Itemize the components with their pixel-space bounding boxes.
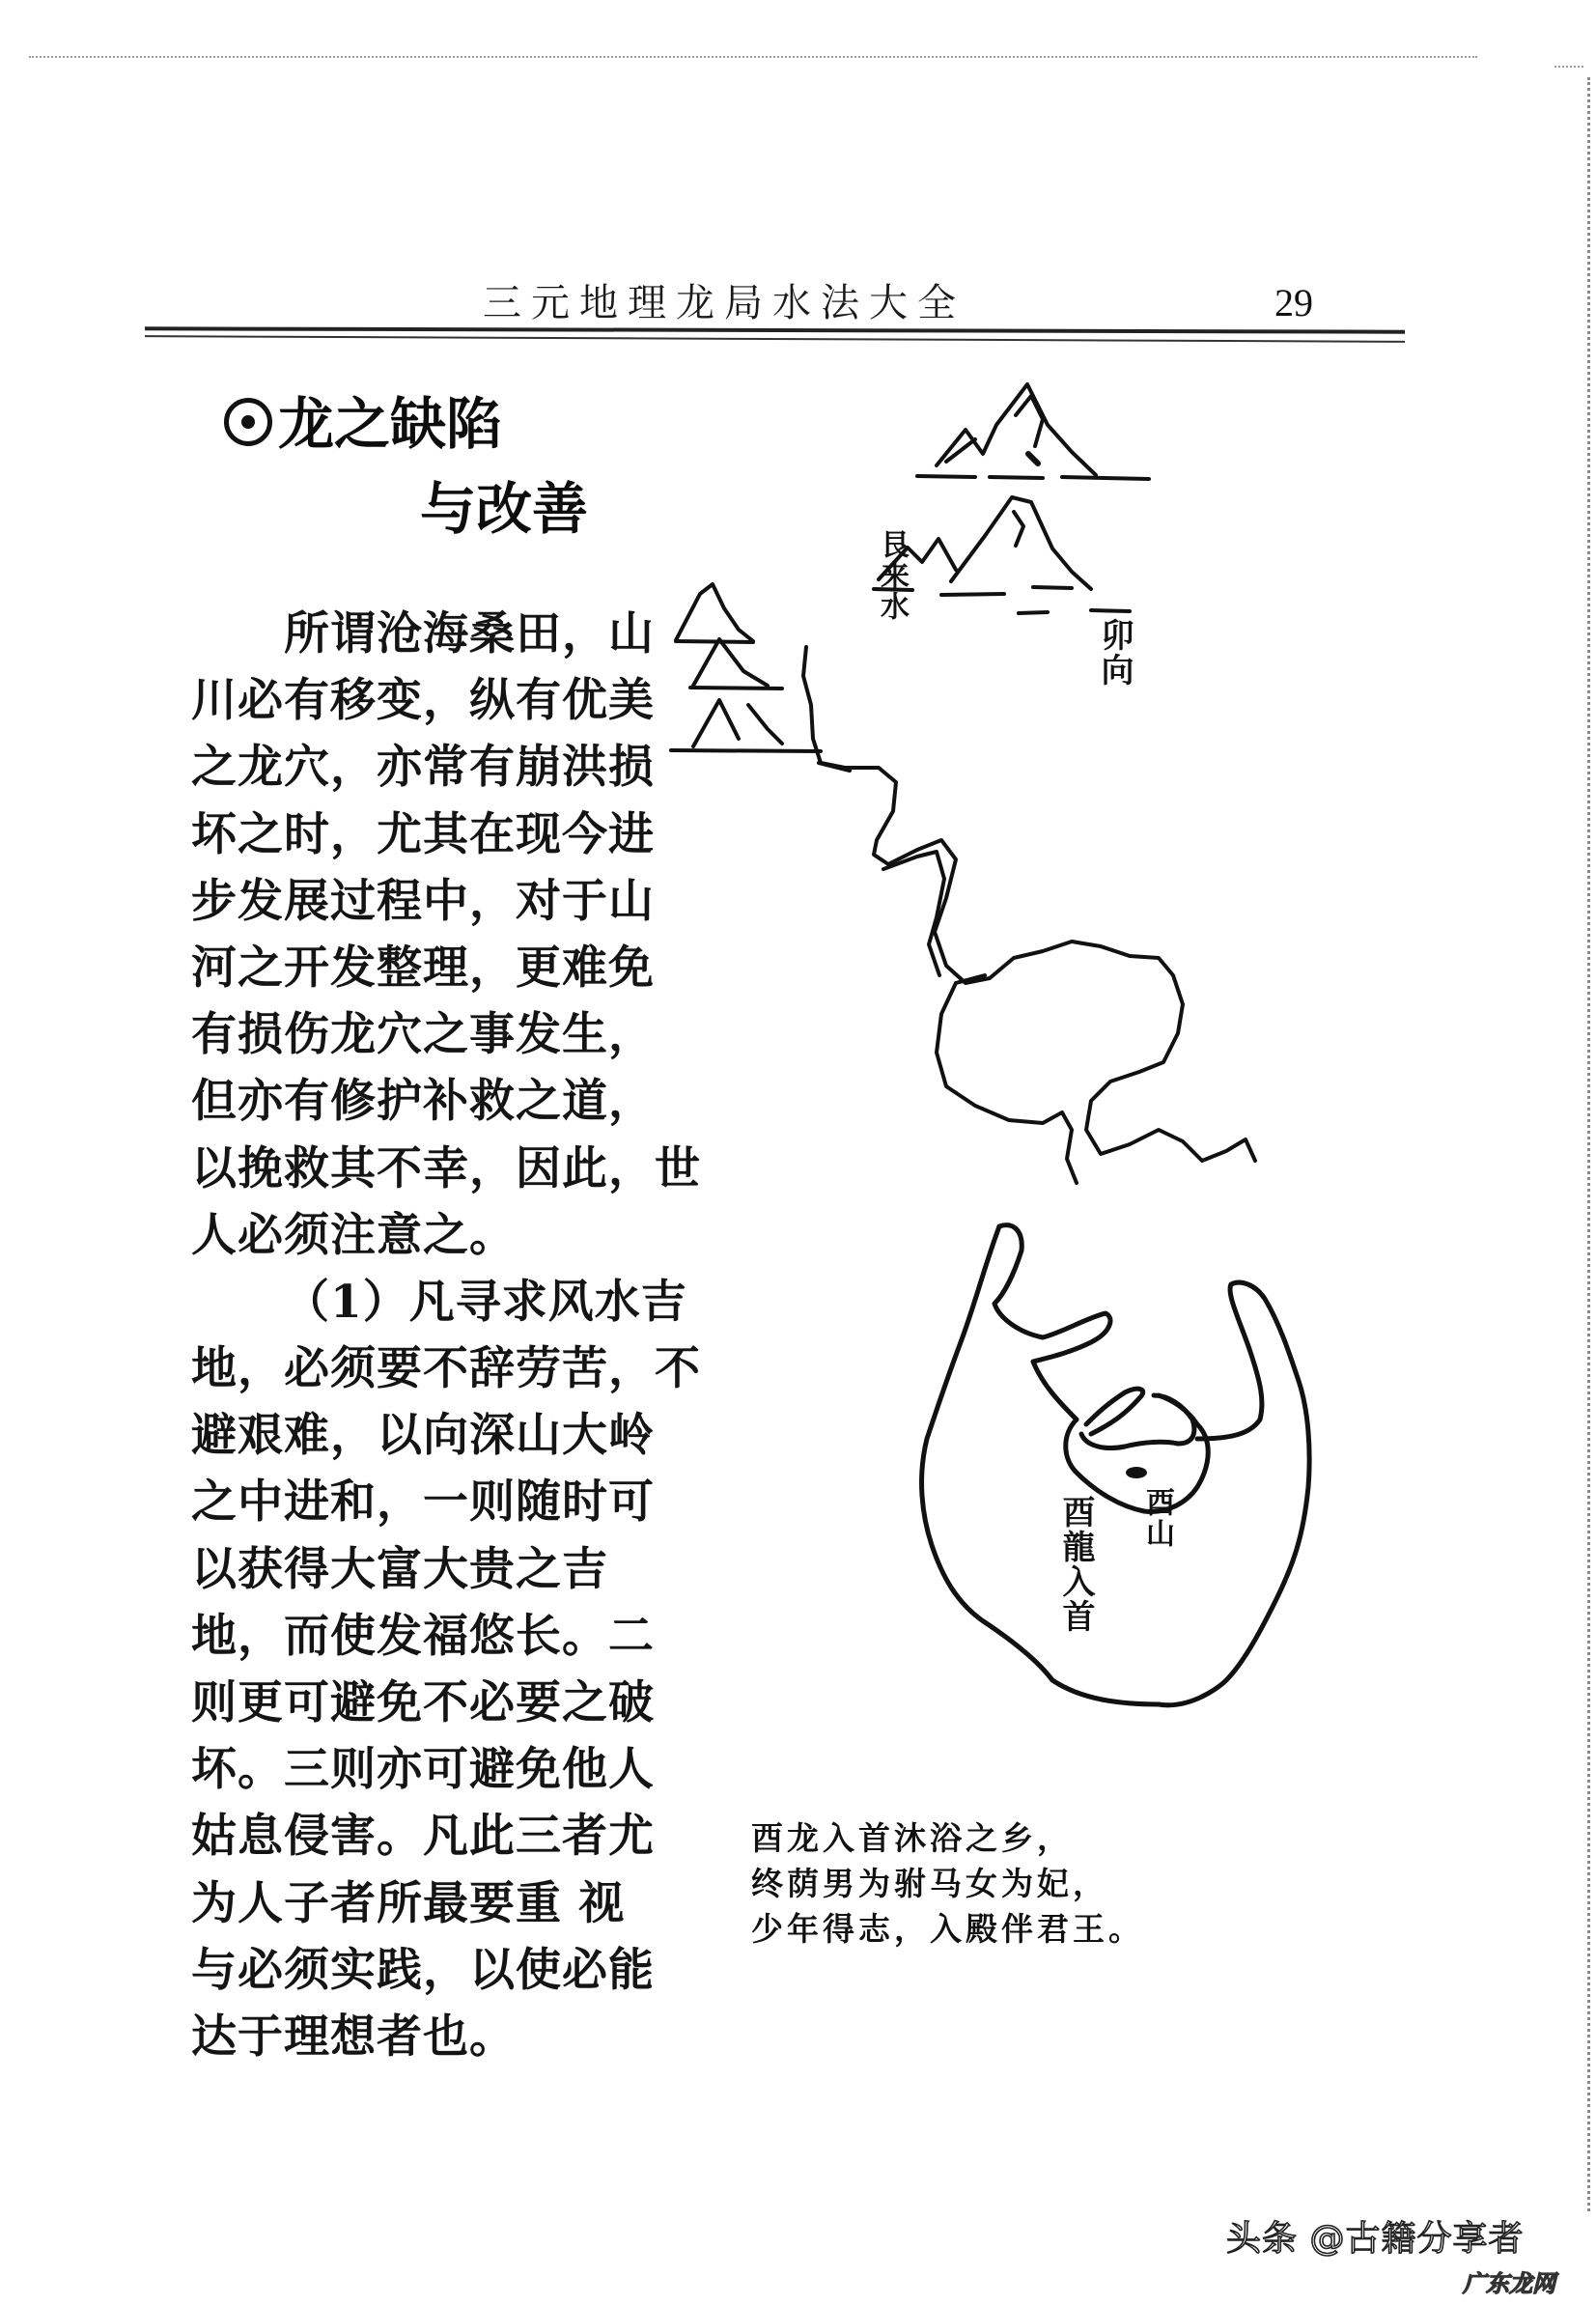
watermark-toutiao: 头条 @古籍分享者 bbox=[1226, 2219, 1525, 2259]
body-line: 避艰难，以向深山大岭 bbox=[191, 1409, 655, 1463]
circled-dot-icon bbox=[224, 398, 272, 446]
body-line: 与必须实践，以使必能 bbox=[191, 1943, 655, 1997]
river-path bbox=[803, 647, 1255, 1161]
header-rule-thin bbox=[145, 335, 1405, 343]
running-head: 三元地理龙局水法大全 bbox=[483, 281, 966, 325]
caption-line: 终荫男为驸马女为妃， bbox=[751, 1865, 1108, 1902]
figure-caption bbox=[751, 1815, 1144, 1952]
body-line: 川必有移变，纵有优美 bbox=[191, 674, 655, 728]
outer-boundary bbox=[922, 1226, 1310, 1705]
body-text bbox=[191, 601, 701, 2070]
body-line: 之龙穴，亦常有崩洪损 bbox=[191, 741, 655, 795]
section-title-line2: 与改善 bbox=[420, 476, 589, 542]
body-line: 达于理想者也。 bbox=[191, 2010, 516, 2064]
section-title-line1 bbox=[224, 379, 502, 460]
body-line: 步发展过程中，对于山 bbox=[191, 874, 655, 928]
page-number: 29 bbox=[1274, 281, 1313, 324]
watermark-site: 广东龙网 bbox=[1463, 2270, 1555, 2297]
mountain-icon bbox=[671, 584, 821, 751]
pond-outline bbox=[937, 975, 1077, 1183]
label-you-shan: 酉山 bbox=[1140, 1487, 1174, 1549]
dragon-entry-diagram bbox=[908, 1197, 1332, 1738]
scan-border-top bbox=[29, 56, 1477, 58]
inner-arm bbox=[1086, 1389, 1143, 1434]
header-rule bbox=[145, 326, 1405, 333]
body-line: 姑息侵害。凡此三者尤 bbox=[191, 1810, 655, 1864]
body-line: 但亦有修护补救之道， bbox=[191, 1075, 655, 1129]
body-line: 河之开发整理，更难免 bbox=[191, 941, 655, 995]
body-line: 地，而使发福悠长。二 bbox=[191, 1609, 655, 1663]
body-line: 之中进和，一则随时可 bbox=[191, 1476, 655, 1530]
mountain-icon bbox=[917, 384, 1149, 479]
body-line: 所谓沧海桑田，山 bbox=[284, 607, 655, 661]
scan-border-corner bbox=[1554, 66, 1583, 68]
label-gen-lai-shui: 艮来水 bbox=[875, 529, 909, 622]
body-line: 则更可避免不必要之破 bbox=[191, 1676, 655, 1729]
body-line: 人必须注意之。 bbox=[191, 1208, 516, 1262]
mountain-river-illustration bbox=[657, 357, 1294, 1197]
body-line: 地，必须要不辞劳苦，不 bbox=[191, 1342, 701, 1396]
body-line: 坏之时，尤其在现今进 bbox=[191, 807, 655, 861]
label-mao-xiang: 卯向 bbox=[1095, 618, 1134, 688]
section-title-text1: 龙之缺陷 bbox=[278, 391, 503, 457]
body-line: 为人子者所最要重 视 bbox=[191, 1876, 626, 1930]
body-line: 以获得大富大贵之吉 bbox=[191, 1542, 608, 1596]
label-you-long-ru-shou: 酉龍入首 bbox=[1056, 1495, 1095, 1634]
scan-border-right bbox=[1587, 77, 1590, 2211]
caption-line: 少年得志，入殿伴君王。 bbox=[751, 1910, 1144, 1948]
body-line: （1）凡寻求风水吉 bbox=[284, 1275, 687, 1329]
body-line: 有损伤龙穴之事发生， bbox=[191, 1008, 655, 1062]
burial-point bbox=[1126, 1467, 1147, 1478]
caption-line: 酉龙入首沐浴之乡， bbox=[751, 1819, 1073, 1857]
body-line: 坏。三则亦可避免他人 bbox=[191, 1743, 655, 1797]
body-line: 以挽救其不幸，因此，世 bbox=[191, 1141, 701, 1195]
left-arm bbox=[994, 1225, 1110, 1420]
